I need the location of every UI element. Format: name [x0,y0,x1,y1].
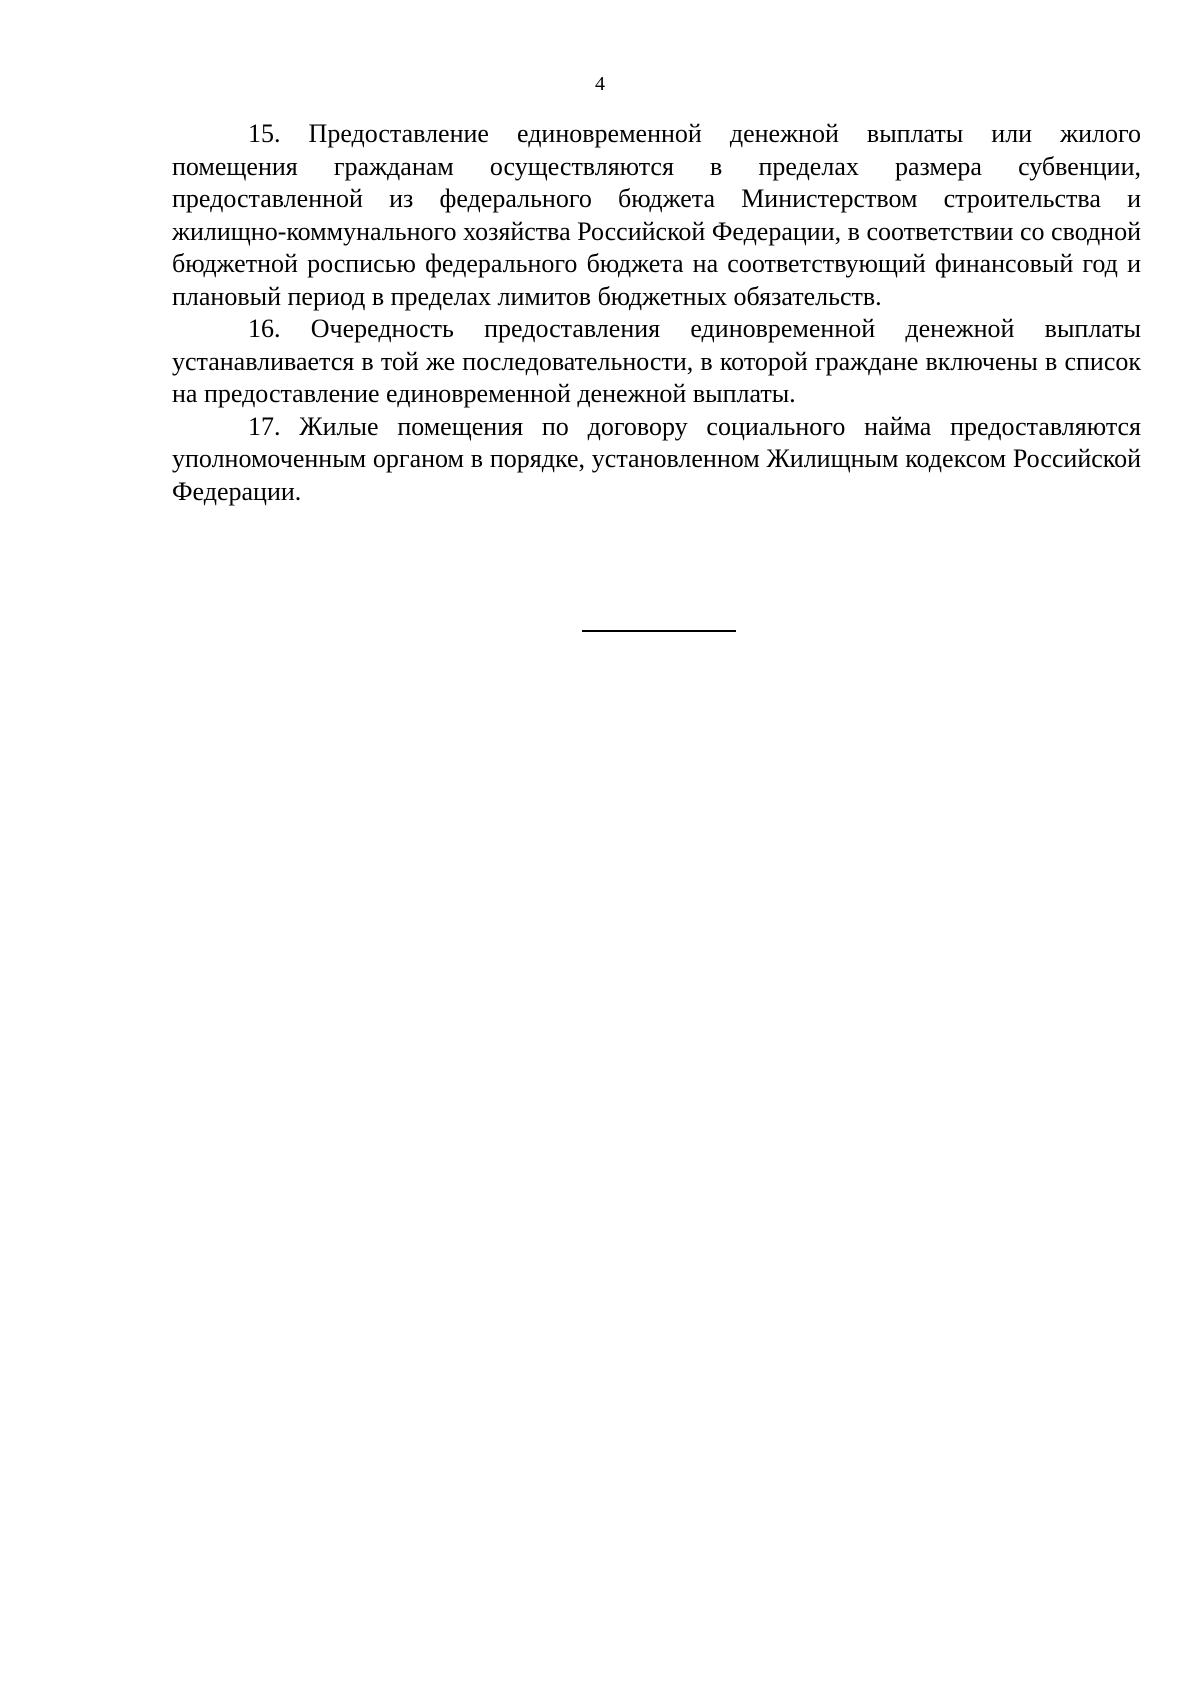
document-body [172,118,1141,508]
page-number: 4 [595,73,605,95]
end-of-document-divider [582,630,736,632]
paragraph-15: 15. Предоставление единовременной денежной выплаты или жилого помещения гражданам осуществляются в пределах размера субвенции, предоставленной из федерального бюджета Министерством строительства и жилищно-коммунального хозяйства Российской Федерации, в соответствии со сводной бюджетной росписью федерального бюджета на соответствующий финансовый год и плановый период в пределах лимитов бюджетных обязательств. [172,119,1141,311]
paragraph-16: 16. Очередность предоставления единовременной денежной выплаты устанавливается в той же последовательности, в которой граждане включены в список на предоставление единовременной денежной выплаты. [172,314,1141,408]
paragraph-17: 17. Жилые помещения по договору социального найма предоставляются уполномоченным органом в порядке, установленном Жилищным кодексом Российской Федерации. [172,411,1141,506]
